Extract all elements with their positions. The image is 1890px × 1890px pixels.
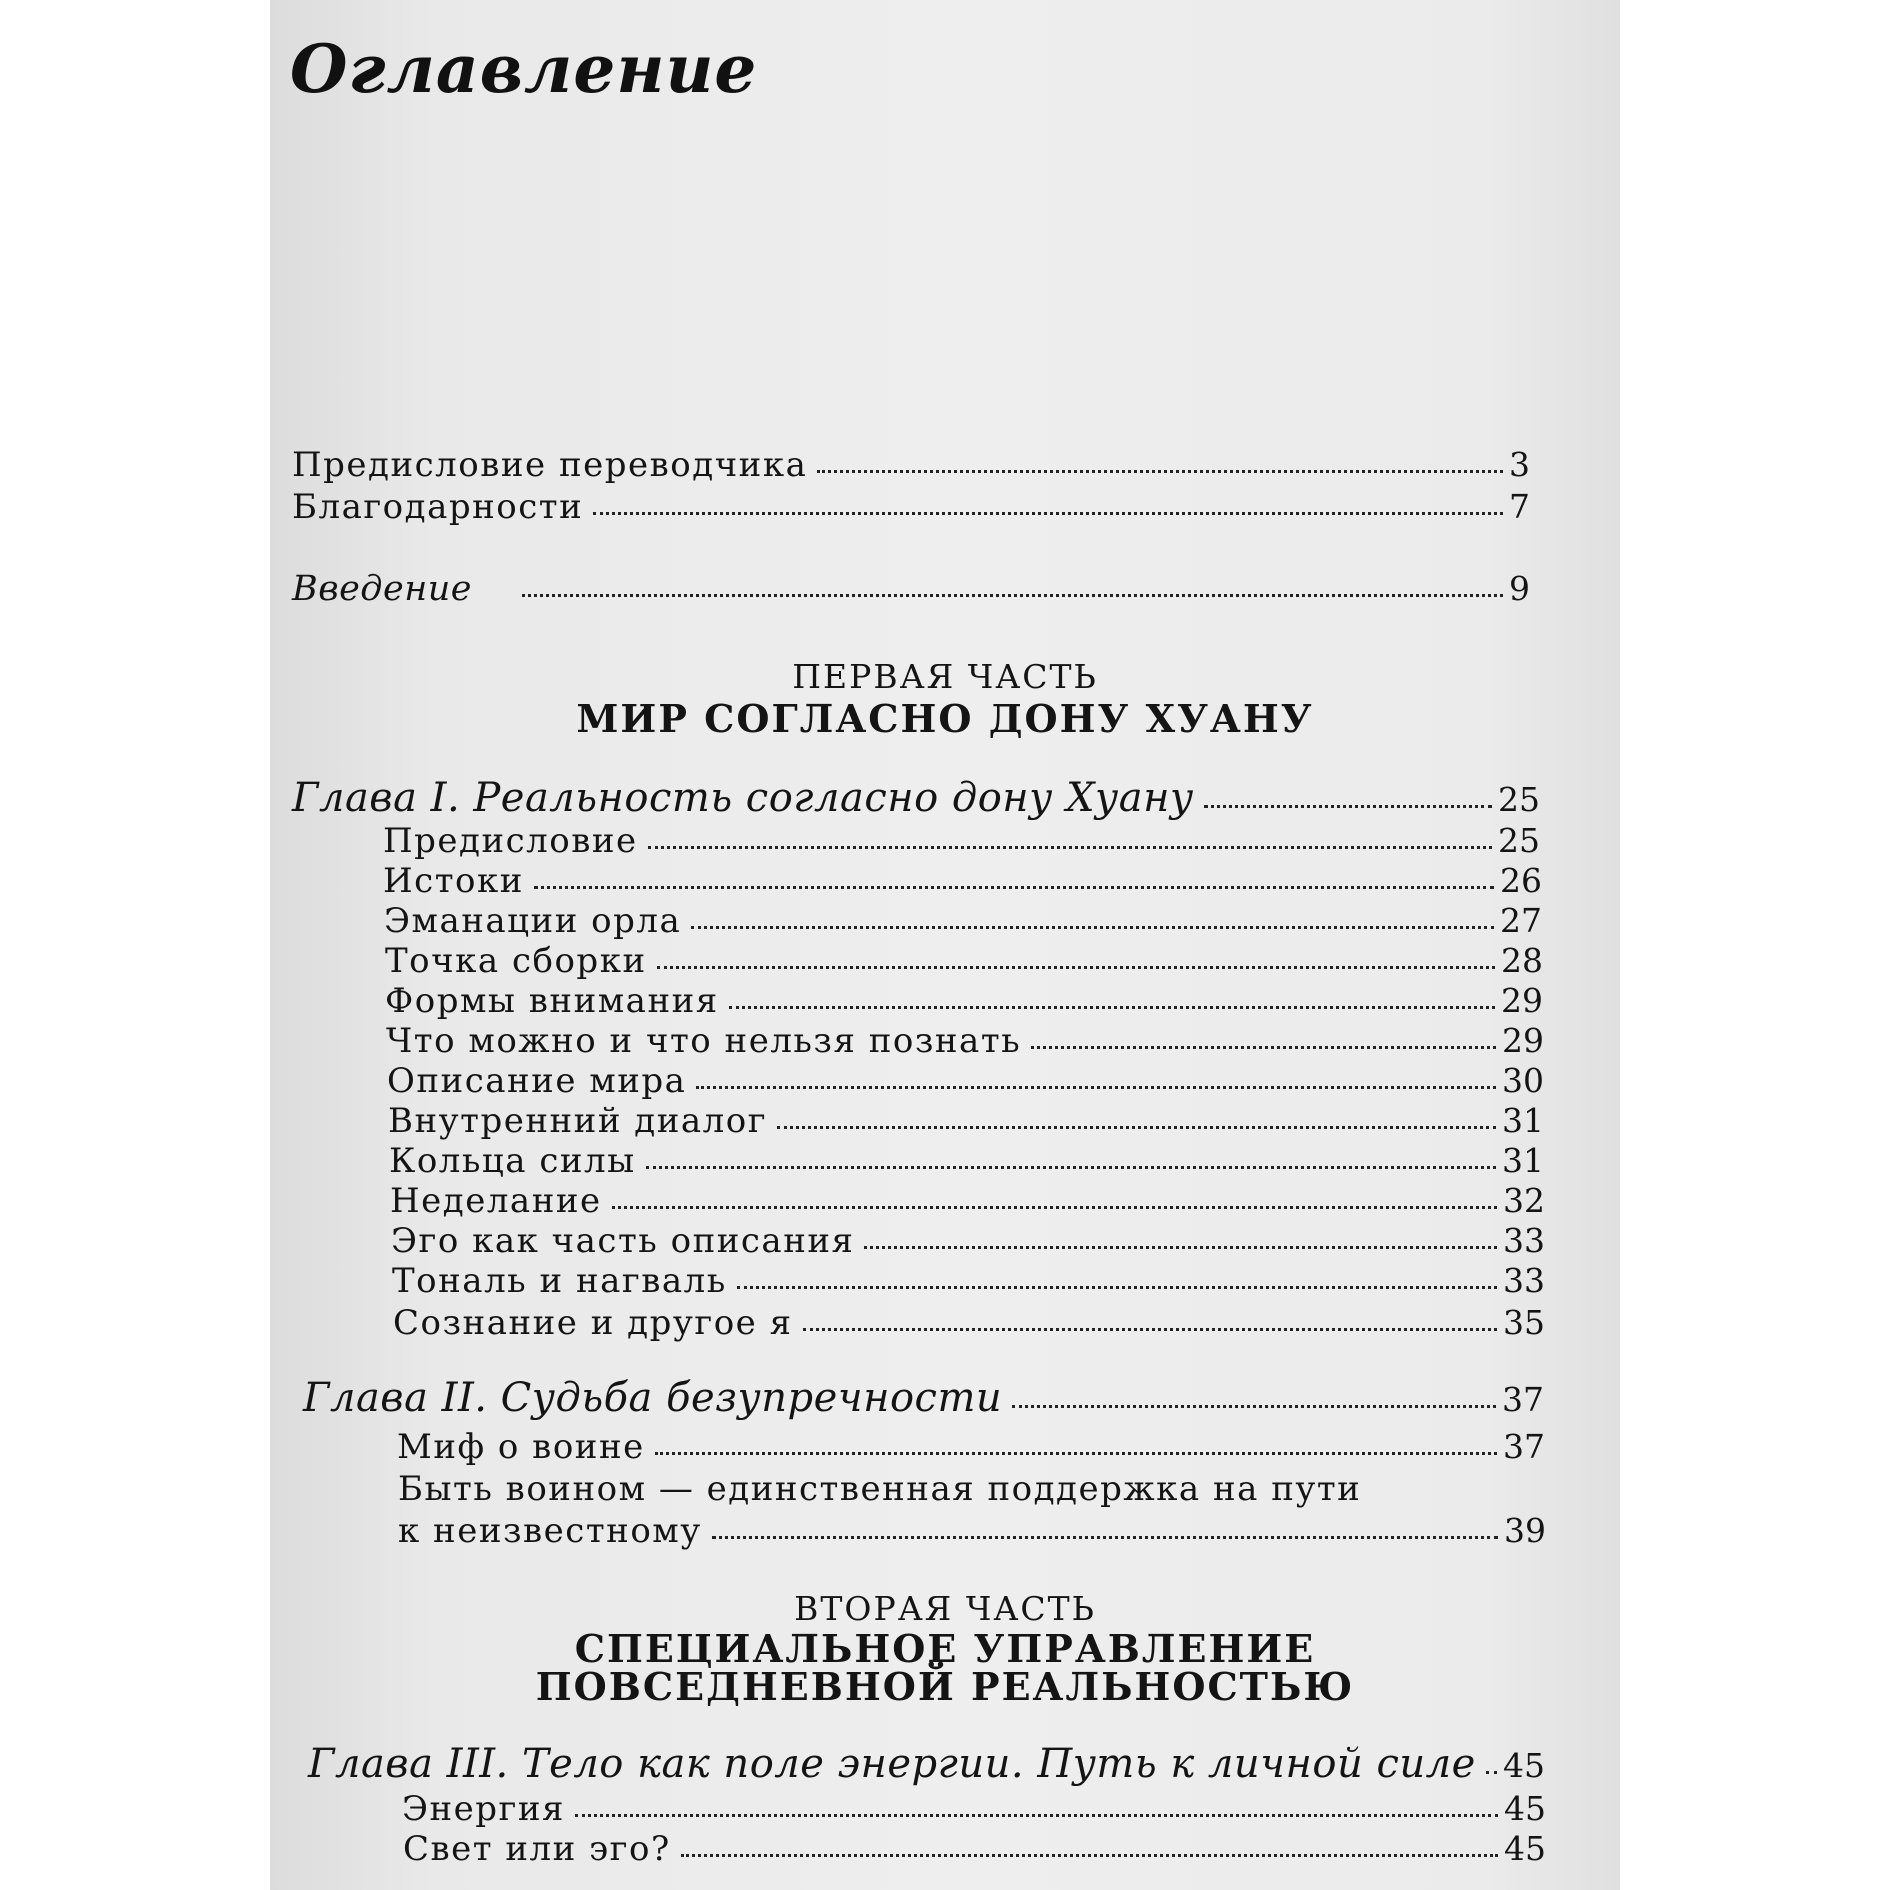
entry-label: Эго как часть описания	[391, 1221, 855, 1261]
toc-section	[383, 821, 1540, 861]
page-number: 28	[1501, 941, 1543, 980]
entry-label: Введение	[292, 569, 473, 609]
entry-label: Тональ и нагваль	[392, 1261, 727, 1301]
entry-label: Точка сборки	[385, 941, 647, 981]
dot-leader	[681, 1854, 1498, 1857]
page-number: 31	[1502, 1141, 1544, 1180]
dot-leader	[1012, 1405, 1496, 1408]
entry-label: Описание мира	[387, 1061, 687, 1101]
dot-leader	[575, 1814, 1498, 1817]
page-number: 25	[1498, 821, 1540, 860]
toc-entry-translator-preface	[292, 445, 1530, 485]
dot-leader	[1486, 1771, 1497, 1774]
dot-leader	[737, 1286, 1497, 1289]
entry-label: Предисловие переводчика	[292, 445, 808, 485]
page-number: 32	[1503, 1181, 1545, 1220]
toc-entry-acknowledgements	[292, 487, 1530, 527]
page-number: 37	[1503, 1427, 1545, 1466]
part-one-label: ПЕРВАЯ ЧАСТЬ	[792, 657, 1098, 696]
page-number: 35	[1503, 1303, 1545, 1342]
part-two-label: ВТОРАЯ ЧАСТЬ	[794, 1589, 1096, 1628]
page-number: 26	[1500, 861, 1542, 900]
entry-label: Истоки	[383, 861, 524, 901]
page-number: 3	[1509, 445, 1530, 484]
page-number: 7	[1509, 487, 1530, 526]
page-number: 29	[1501, 981, 1543, 1020]
entry-label: Миф о воине	[397, 1427, 645, 1467]
dot-leader	[655, 1452, 1497, 1455]
toc-section	[391, 1221, 1545, 1261]
toc-section	[397, 1427, 1545, 1467]
dot-leader	[817, 470, 1503, 473]
dot-leader	[864, 1246, 1497, 1249]
dot-leader	[712, 1536, 1498, 1539]
toc-section	[384, 901, 1542, 941]
toc-section	[385, 981, 1543, 1021]
dot-leader	[646, 1166, 1496, 1169]
dot-leader	[696, 1086, 1496, 1089]
page-number: 37	[1502, 1380, 1544, 1419]
entry-label: Сознание и другое я	[393, 1303, 793, 1343]
chapter-2-heading	[303, 1375, 1544, 1421]
toc-section	[392, 1261, 1545, 1301]
toc-section	[402, 1789, 1546, 1829]
dot-leader	[1031, 1046, 1496, 1049]
entry-label: Свет или эго?	[403, 1829, 671, 1869]
entry-label: Благодарности	[292, 487, 584, 527]
entry-label: Кольца силы	[389, 1141, 636, 1181]
toc-section	[385, 941, 1543, 981]
toc-section	[393, 1303, 1545, 1343]
part-one-title: МИР СОГЛАСНО ДОНУ ХУАНУ	[576, 696, 1314, 741]
dot-leader	[612, 1206, 1497, 1209]
chapter-3-heading	[308, 1741, 1545, 1787]
page-number: 33	[1503, 1261, 1545, 1300]
toc-section	[387, 1061, 1544, 1101]
chapter-title: Глава III. Тело как поле энергии. Путь к личной силе	[308, 1741, 1476, 1787]
toc-section	[389, 1141, 1544, 1181]
page-number: 31	[1502, 1101, 1544, 1140]
entry-label: Что можно и что нельзя познать	[386, 1021, 1022, 1061]
toc-entry-introduction	[292, 569, 1530, 609]
page-number: 27	[1500, 901, 1542, 940]
chapter-title: Глава II. Судьба безупречности	[303, 1375, 1003, 1421]
entry-label: Эманации орла	[384, 901, 682, 941]
dot-leader	[657, 966, 1495, 969]
page-number: 45	[1503, 1746, 1545, 1785]
part-two-title-line-2: ПОВСЕДНЕВНОЙ РЕАЛЬНОСТЬЮ	[535, 1664, 1355, 1709]
dot-leader	[593, 512, 1503, 515]
page-number: 29	[1502, 1021, 1544, 1060]
page-number: 30	[1502, 1061, 1544, 1100]
chapter-title: Глава I. Реальность согласно дону Хуану	[292, 775, 1194, 821]
page-number: 9	[1509, 569, 1530, 608]
page-number: 39	[1504, 1511, 1546, 1550]
toc-section	[398, 1511, 1546, 1551]
toc-section	[390, 1181, 1545, 1221]
dot-leader	[803, 1328, 1497, 1331]
page-number: 45	[1504, 1789, 1546, 1828]
entry-label: Внутренний диалог	[388, 1101, 768, 1141]
dot-leader	[648, 846, 1492, 849]
entry-label: Энергия	[402, 1789, 565, 1829]
dot-leader	[534, 886, 1494, 889]
toc-title: Оглавление	[290, 30, 758, 108]
dot-leader	[1204, 805, 1492, 808]
entry-label: к неизвестному	[398, 1511, 702, 1551]
toc-section-line-1: Быть воином — единственная поддержка на пути	[398, 1469, 1362, 1509]
toc-section	[388, 1101, 1544, 1141]
dot-leader	[522, 594, 1503, 597]
toc-section	[386, 1021, 1544, 1061]
dot-leader	[729, 1006, 1495, 1009]
page-number: 45	[1504, 1829, 1546, 1868]
toc-section	[403, 1829, 1546, 1869]
book-page	[270, 0, 1620, 1890]
dot-leader	[777, 1126, 1496, 1129]
toc-section	[383, 861, 1542, 901]
entry-label: Предисловие	[383, 821, 638, 861]
part-two-title-line-1: СПЕЦИАЛЬНОЕ УПРАВЛЕНИЕ	[574, 1626, 1316, 1671]
entry-label: Неделание	[390, 1181, 602, 1221]
entry-label: Формы внимания	[385, 981, 719, 1021]
chapter-1-heading	[292, 775, 1540, 821]
page-number: 25	[1498, 780, 1540, 819]
page-number: 33	[1503, 1221, 1545, 1260]
dot-leader	[691, 926, 1494, 929]
